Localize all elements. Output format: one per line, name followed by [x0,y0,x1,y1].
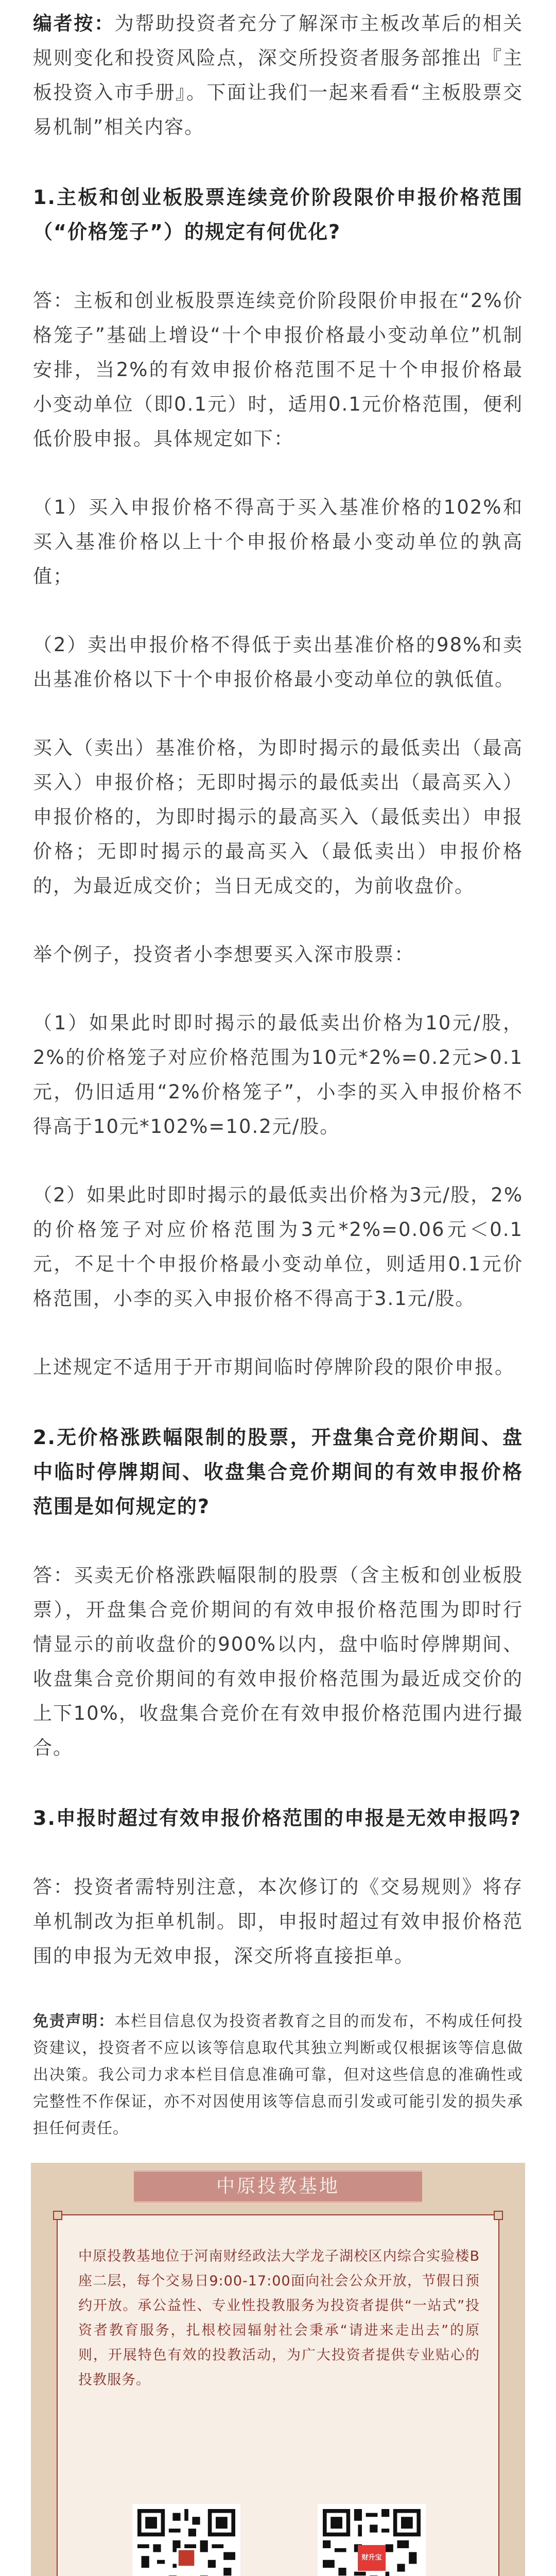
disclaimer-lead: 免责声明： [33,2012,115,2030]
question-1-benchmark: 买入（卖出）基准价格，为即时揭示的最低卖出（最高买入）申报价格；无即时揭示的最低卖出（最高买入）申报价格的，为即时揭示的最高买入（最低卖出）申报价格；无即时揭示的最高买入（最低卖出）申报价格的，为最近成交价；当日无成交的，为前收盘价。 [33,737,523,897]
disclaimer [33,2008,523,2142]
intro-lead: 编者按： [33,12,115,35]
education-base-card [31,2163,525,2576]
question-1-title: 1.主板和创业板股票连续竞价阶段限价申报价格范围（“价格笼子”）的规定有何优化? [33,186,523,243]
question-3-title: 3.申报时超过有效申报价格范围的申报是无效申报吗? [33,1807,522,1829]
question-1-point-1: （1）买入申报价格不得高于买入基准价格的102%和买入基准价格以上十个申报价格最小变动单位的孰高值； [33,496,523,587]
question-1-note: 上述规定不适用于开市期间临时停牌阶段的限价申报。 [33,1356,515,1378]
app-badge: 财升宝 [358,2545,386,2571]
app-qr-code[interactable] [318,2504,426,2576]
question-1-point-2: （2）卖出申报价格不得低于卖出基准价格的98%和卖出基准价格以下十个申报价格最小变动单位的孰低值。 [33,634,523,690]
base-frame [57,2214,499,2576]
official-account-qr-code[interactable] [132,2504,240,2576]
question-1-example-2: （2）如果此时即时揭示的最低卖出价格为3元/股，2%的价格笼子对应价格范围为3元*2%=0.06元＜0.1元，不足十个申报价格最小变动单位，则适用0.1元价格范围，小李的买入申报价格不得高于3.1元/股。 [33,1184,523,1310]
question-1-answer: 答：主板和创业板股票连续竞价阶段限价申报在“2%价格笼子”基础上增设“十个申报价格最小变动单位”机制安排，当2%的有效申报价格范围不足十个申报价格最小变动单位（即0.1元）时，适用0.1元价格范围，便利低价股申报。具体规定如下： [33,290,523,450]
base-title: 中原投教基地 [134,2170,422,2203]
disclaimer-text: 本栏目信息仅为投资者教育之目的而发布，不构成任何投资建议，投资者不应以该等信息取代其独立判断或仅根据该等信息做出决策。我公司力求本栏目信息准确可靠，但对这些信息的准确性或完整性不作保证，亦不对因使用该等信息而引发或可能引发的损失承担任何责任。 [33,2012,524,2138]
intro-text: 为帮助投资者充分了解深市主板改革后的相关规则变化和投资风险点，深交所投资者服务部推出『主板投资入市手册』。下面让我们一起来看看“主板股票交易机制”相关内容。 [33,12,524,138]
question-1-example-intro: 举个例子，投资者小李想要买入深市股票： [33,943,414,965]
intro-paragraph [33,6,523,144]
qr-code-icon [137,2509,235,2576]
question-3-answer: 答：投资者需特别注意，本次修订的《交易规则》将存单机制改为拒单机制。即，申报时超过有效申报价格范围的申报为无效申报，深交所将直接拒单。 [33,1876,523,1967]
question-1-example-1: （1）如果此时即时揭示的最低卖出价格为10元/股，2%的价格笼子对应价格范围为10元*2%=0.2元>0.1元，仍旧适用“2%价格笼子”，小李的买入申报价格不得高于10元*102%=10.2元/股。 [33,1012,523,1138]
question-2-title: 2.无价格涨跌幅限制的股票，开盘集合竞价期间、盘中临时停牌期间、收盘集合竞价期间的有效申报价格范围是如何规定的? [33,1426,523,1518]
frame-corner [53,2211,62,2220]
base-description: 中原投教基地位于河南财经政法大学龙子湖校区内综合实验楼B座二层，每个交易日9:00-17:00面向社会公众开放，节假日预约开放。承公益性、专业性投教服务为投资者提供“一站式”投资者教育服务，扎根校园辐射社会秉承“请进来走出去”的原则，开展特色有效的投教活动，为广大投资者提供专业贴心的投教服务。 [78,2248,480,2388]
question-2-answer: 答：买卖无价格涨跌幅限制的股票（含主板和创业板股票），开盘集合竞价期间的有效申报价格范围为即时行情显示的前收盘价的900%以内，盘中临时停牌期间、收盘集合竞价期间的有效申报价格范围为最近成交价的上下10%，收盘集合竞价在有效申报价格范围内进行撮合。 [33,1564,523,1759]
frame-corner [494,2211,503,2220]
article [0,6,556,2142]
